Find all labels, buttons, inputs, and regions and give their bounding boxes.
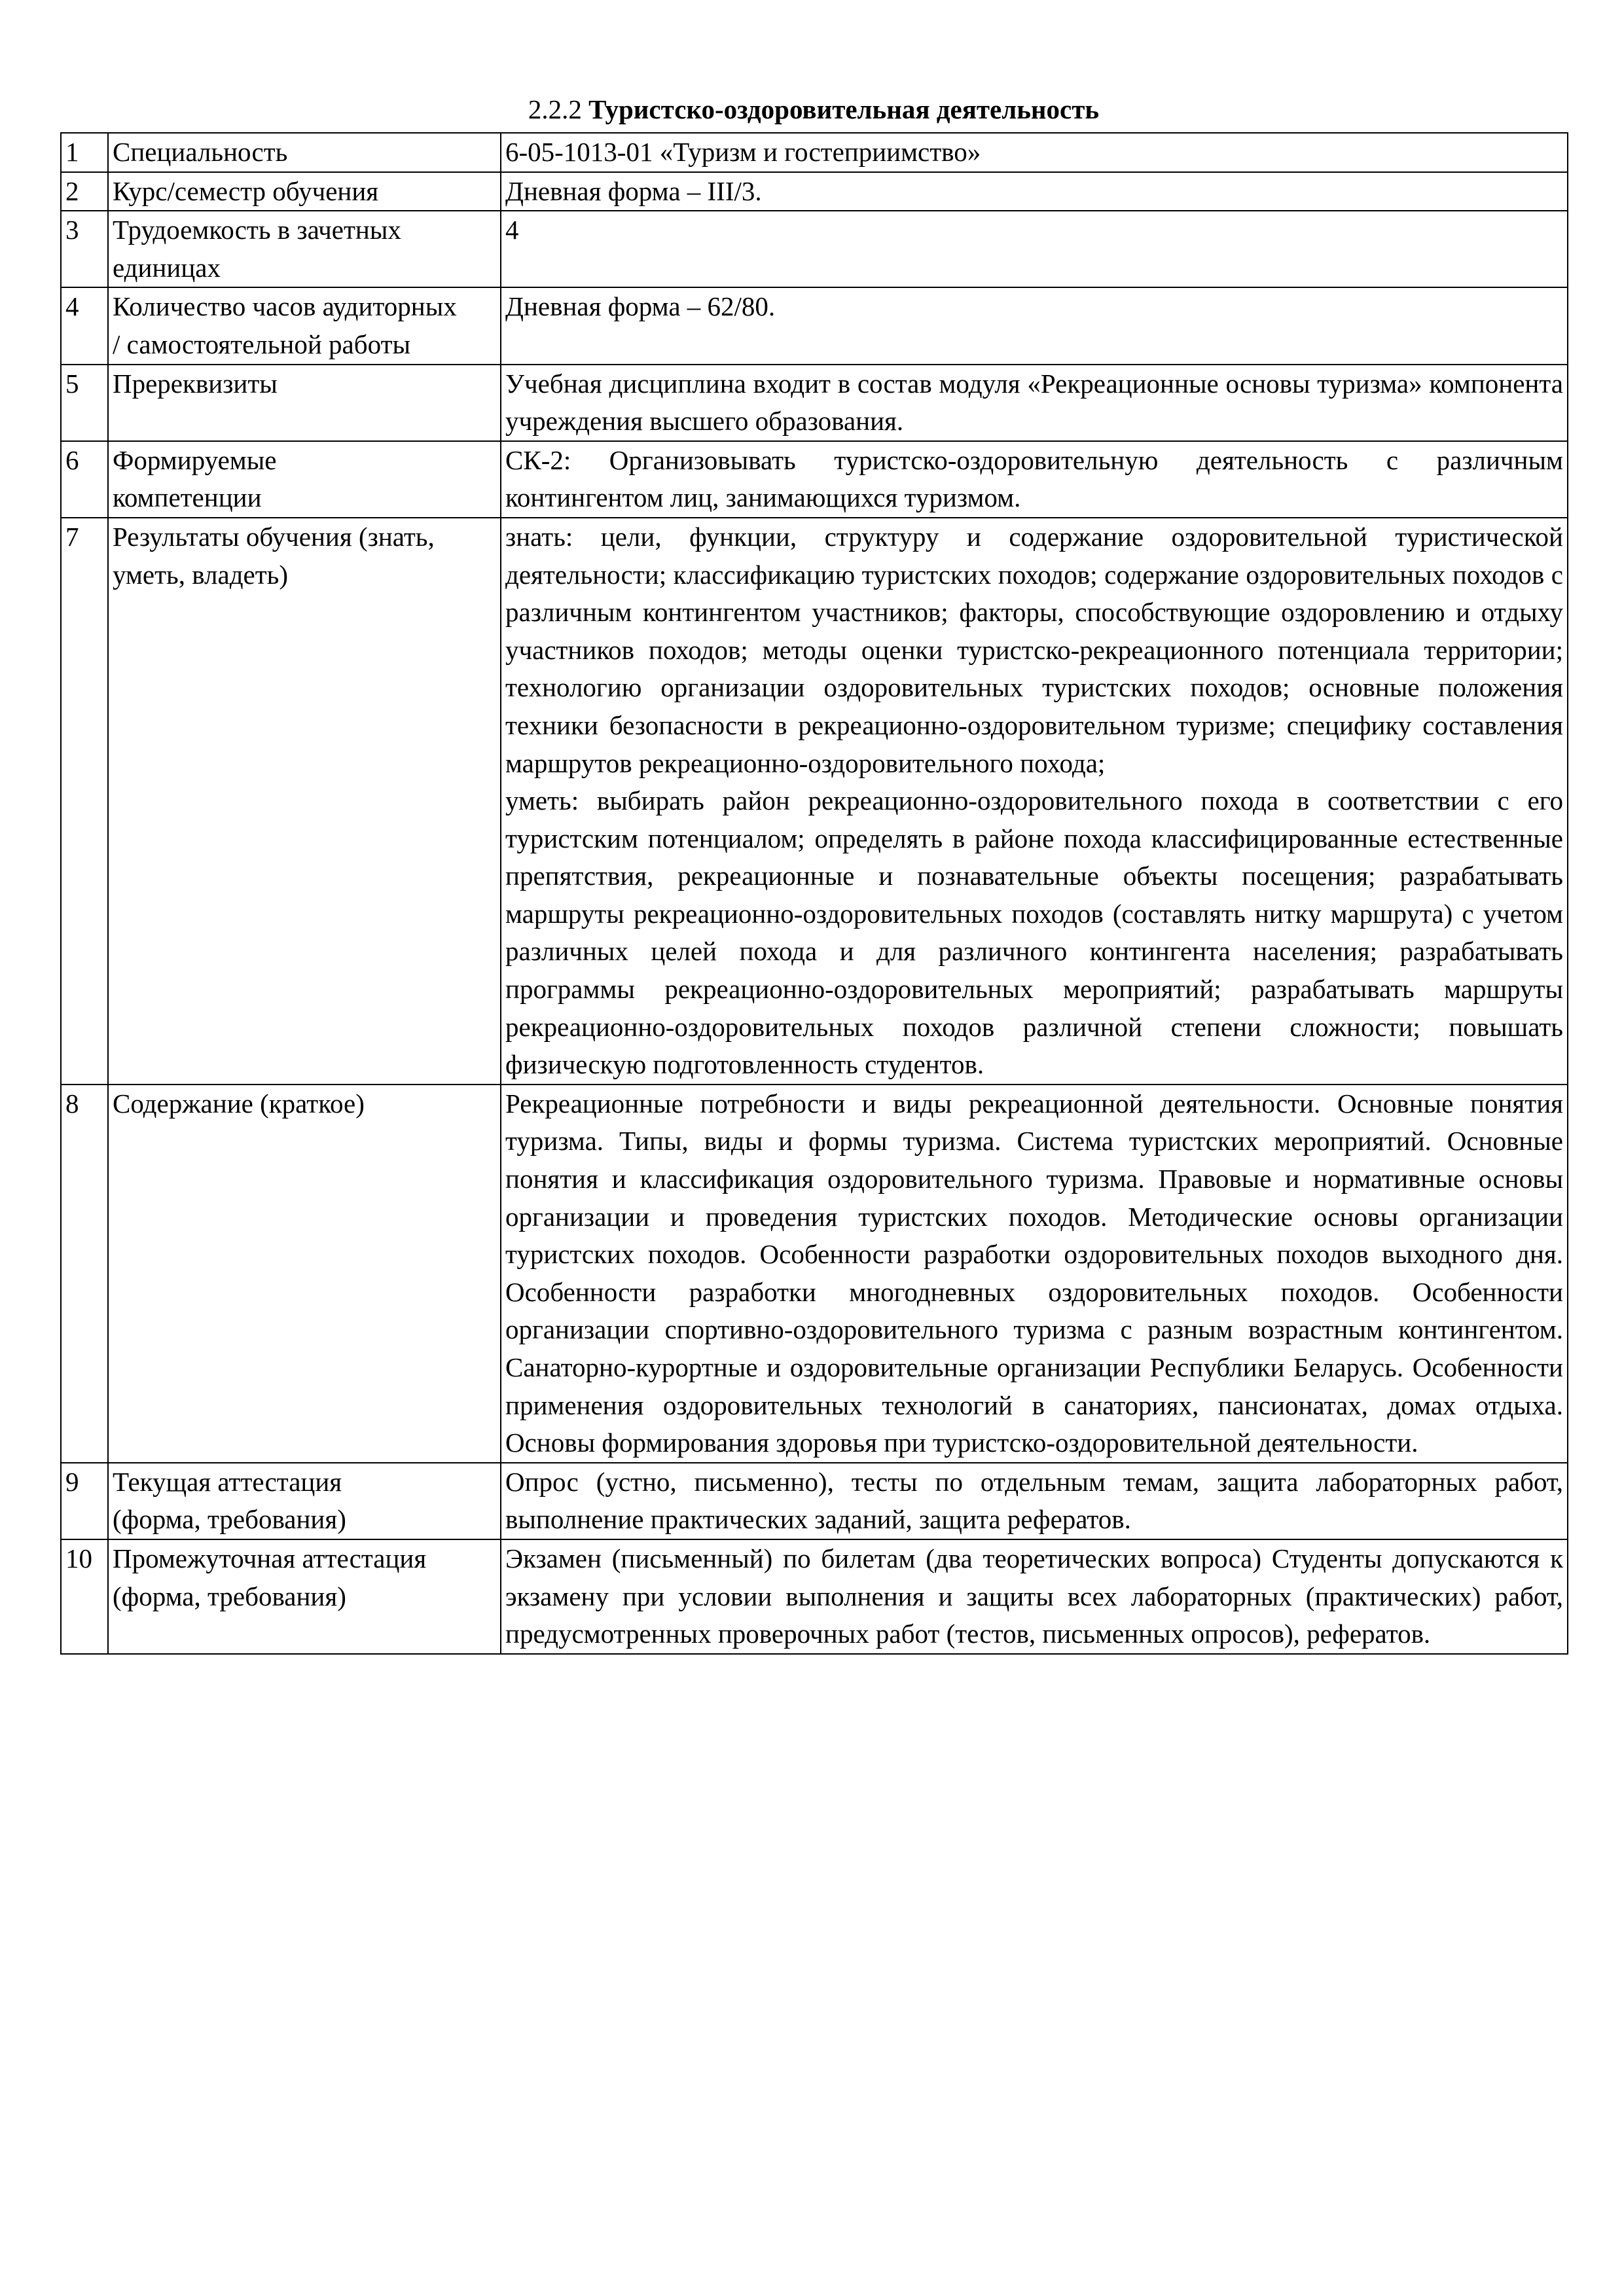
row-value: Учебная дисциплина входит в состав модуля «Рекреационные основы туризма» компонента учреждения высшего образования. [501, 365, 1568, 441]
row-value: Рекреационные потребности и виды рекреационной деятельности. Основные понятия туризма. Типы, виды и формы туризма. Система туристских мероприятий. Основные понятия и классификация оздоровительного туризма. Правовые и нормативные основы организации и проведения туристских походов. Методические основы организации туристских походов. Особенности разработки оздоровительных походов выходного дня. Особенности разработки многодневных оздоровительных походов. Особенности организации спортивно-оздоровительного туризма с разным возрастным контингентом. Санаторно-курортные и оздоровительные организации Республики Беларусь. Особенности применения оздоровительных технологий в санаториях, пансионатах, домах отдыха. Основы формирования здоровья при туристско-оздоровительной деятельности. [501, 1085, 1568, 1463]
table-row [61, 211, 1568, 287]
row-number: 2 [61, 172, 108, 211]
row-label: Промежуточная аттестация (форма, требования) [108, 1539, 501, 1654]
row-label: Трудоемкость в зачетных единицах [108, 211, 501, 287]
row-value: Опрос (устно, письменно), тесты по отдельным темам, защита лабораторных работ, выполнение практических заданий, защита рефератов. [501, 1463, 1568, 1539]
table-row [61, 518, 1568, 1085]
row-label: Количество часов аудиторных / самостоятельной работы [108, 287, 501, 364]
row-label: Результаты обучения (знать, уметь, владеть) [108, 518, 501, 1085]
row-label: Содержание (краткое) [108, 1085, 501, 1463]
know-label: знать: [505, 521, 573, 552]
table-row [61, 1085, 1568, 1463]
row-number: 1 [61, 133, 108, 172]
table-row [61, 365, 1568, 441]
row-label: Специальность [108, 133, 501, 172]
can-label: уметь: [505, 785, 579, 816]
row-number: 6 [61, 441, 108, 518]
row-number: 10 [61, 1539, 108, 1654]
can-text: выбирать район рекреационно-оздоровительного похода в соответствии с его туристским потенциалом; определять в районе похода классифицированные естественные препятствия, рекреационные и познавательные объекты посещения; разрабатывать маршруты рекреационно-оздоровительных походов (составлять нитку маршрута) с учетом различных целей похода и для различного контингента населения; разрабатывать программы рекреационно-оздоровительных мероприятий; разрабатывать маршруты рекреационно-оздоровительных походов различной степени сложности; повышать физическую подготовленность студентов. [505, 785, 1563, 1080]
row-label: Текущая аттестация (форма, требования) [108, 1463, 501, 1539]
document-page [60, 92, 1567, 1655]
row-value: СК-2: Организовывать туристско-оздоровительную деятельность с различным контингентом лиц, занимающихся туризмом. [501, 441, 1568, 518]
section-title: Туристско-оздоровительная деятельность [588, 94, 1100, 124]
section-heading [60, 92, 1567, 132]
row-value: 6-05-1013-01 «Туризм и гостеприимство» [501, 133, 1568, 172]
table-row [61, 1463, 1568, 1539]
row-number: 3 [61, 211, 108, 287]
table-row [61, 133, 1568, 172]
table-row [61, 172, 1568, 211]
table-row [61, 1539, 1568, 1654]
row-number: 4 [61, 287, 108, 364]
know-paragraph [505, 518, 1563, 782]
course-spec-table [60, 132, 1568, 1655]
know-text: цели, функции, структуру и содержание оздоровительной туристической деятельности; классификацию туристских походов; содержание оздоровительных походов с различным контингентом участников; факторы, способствующие оздоровлению и отдыху участников походов; методы оценки туристско-рекреационного потенциала территории; технологию организации оздоровительных туристских походов; основные положения техники безопасности в рекреационно-оздоровительном туризме; специфику составления маршрутов рекреационно-оздоровительного похода; [505, 521, 1563, 778]
row-label: Пререквизиты [108, 365, 501, 441]
row-number: 5 [61, 365, 108, 441]
can-paragraph [505, 782, 1563, 1084]
row-label: Формируемые компетенции [108, 441, 501, 518]
row-number: 9 [61, 1463, 108, 1539]
table-row [61, 287, 1568, 364]
row-value: 4 [501, 211, 1568, 287]
section-number: 2.2.2 [528, 94, 582, 124]
row-value: Дневная форма – III/3. [501, 172, 1568, 211]
row-number: 7 [61, 518, 108, 1085]
table-row [61, 441, 1568, 518]
row-value-learning-outcomes [501, 518, 1568, 1085]
row-value: Экзамен (письменный) по билетам (два теоретических вопроса) Студенты допускаются к экзамену при условии выполнения и защиты всех лабораторных (практических) работ, предусмотренных проверочных работ (тестов, письменных опросов), рефератов. [501, 1539, 1568, 1654]
row-label: Курс/семестр обучения [108, 172, 501, 211]
row-value: Дневная форма – 62/80. [501, 287, 1568, 364]
row-number: 8 [61, 1085, 108, 1463]
